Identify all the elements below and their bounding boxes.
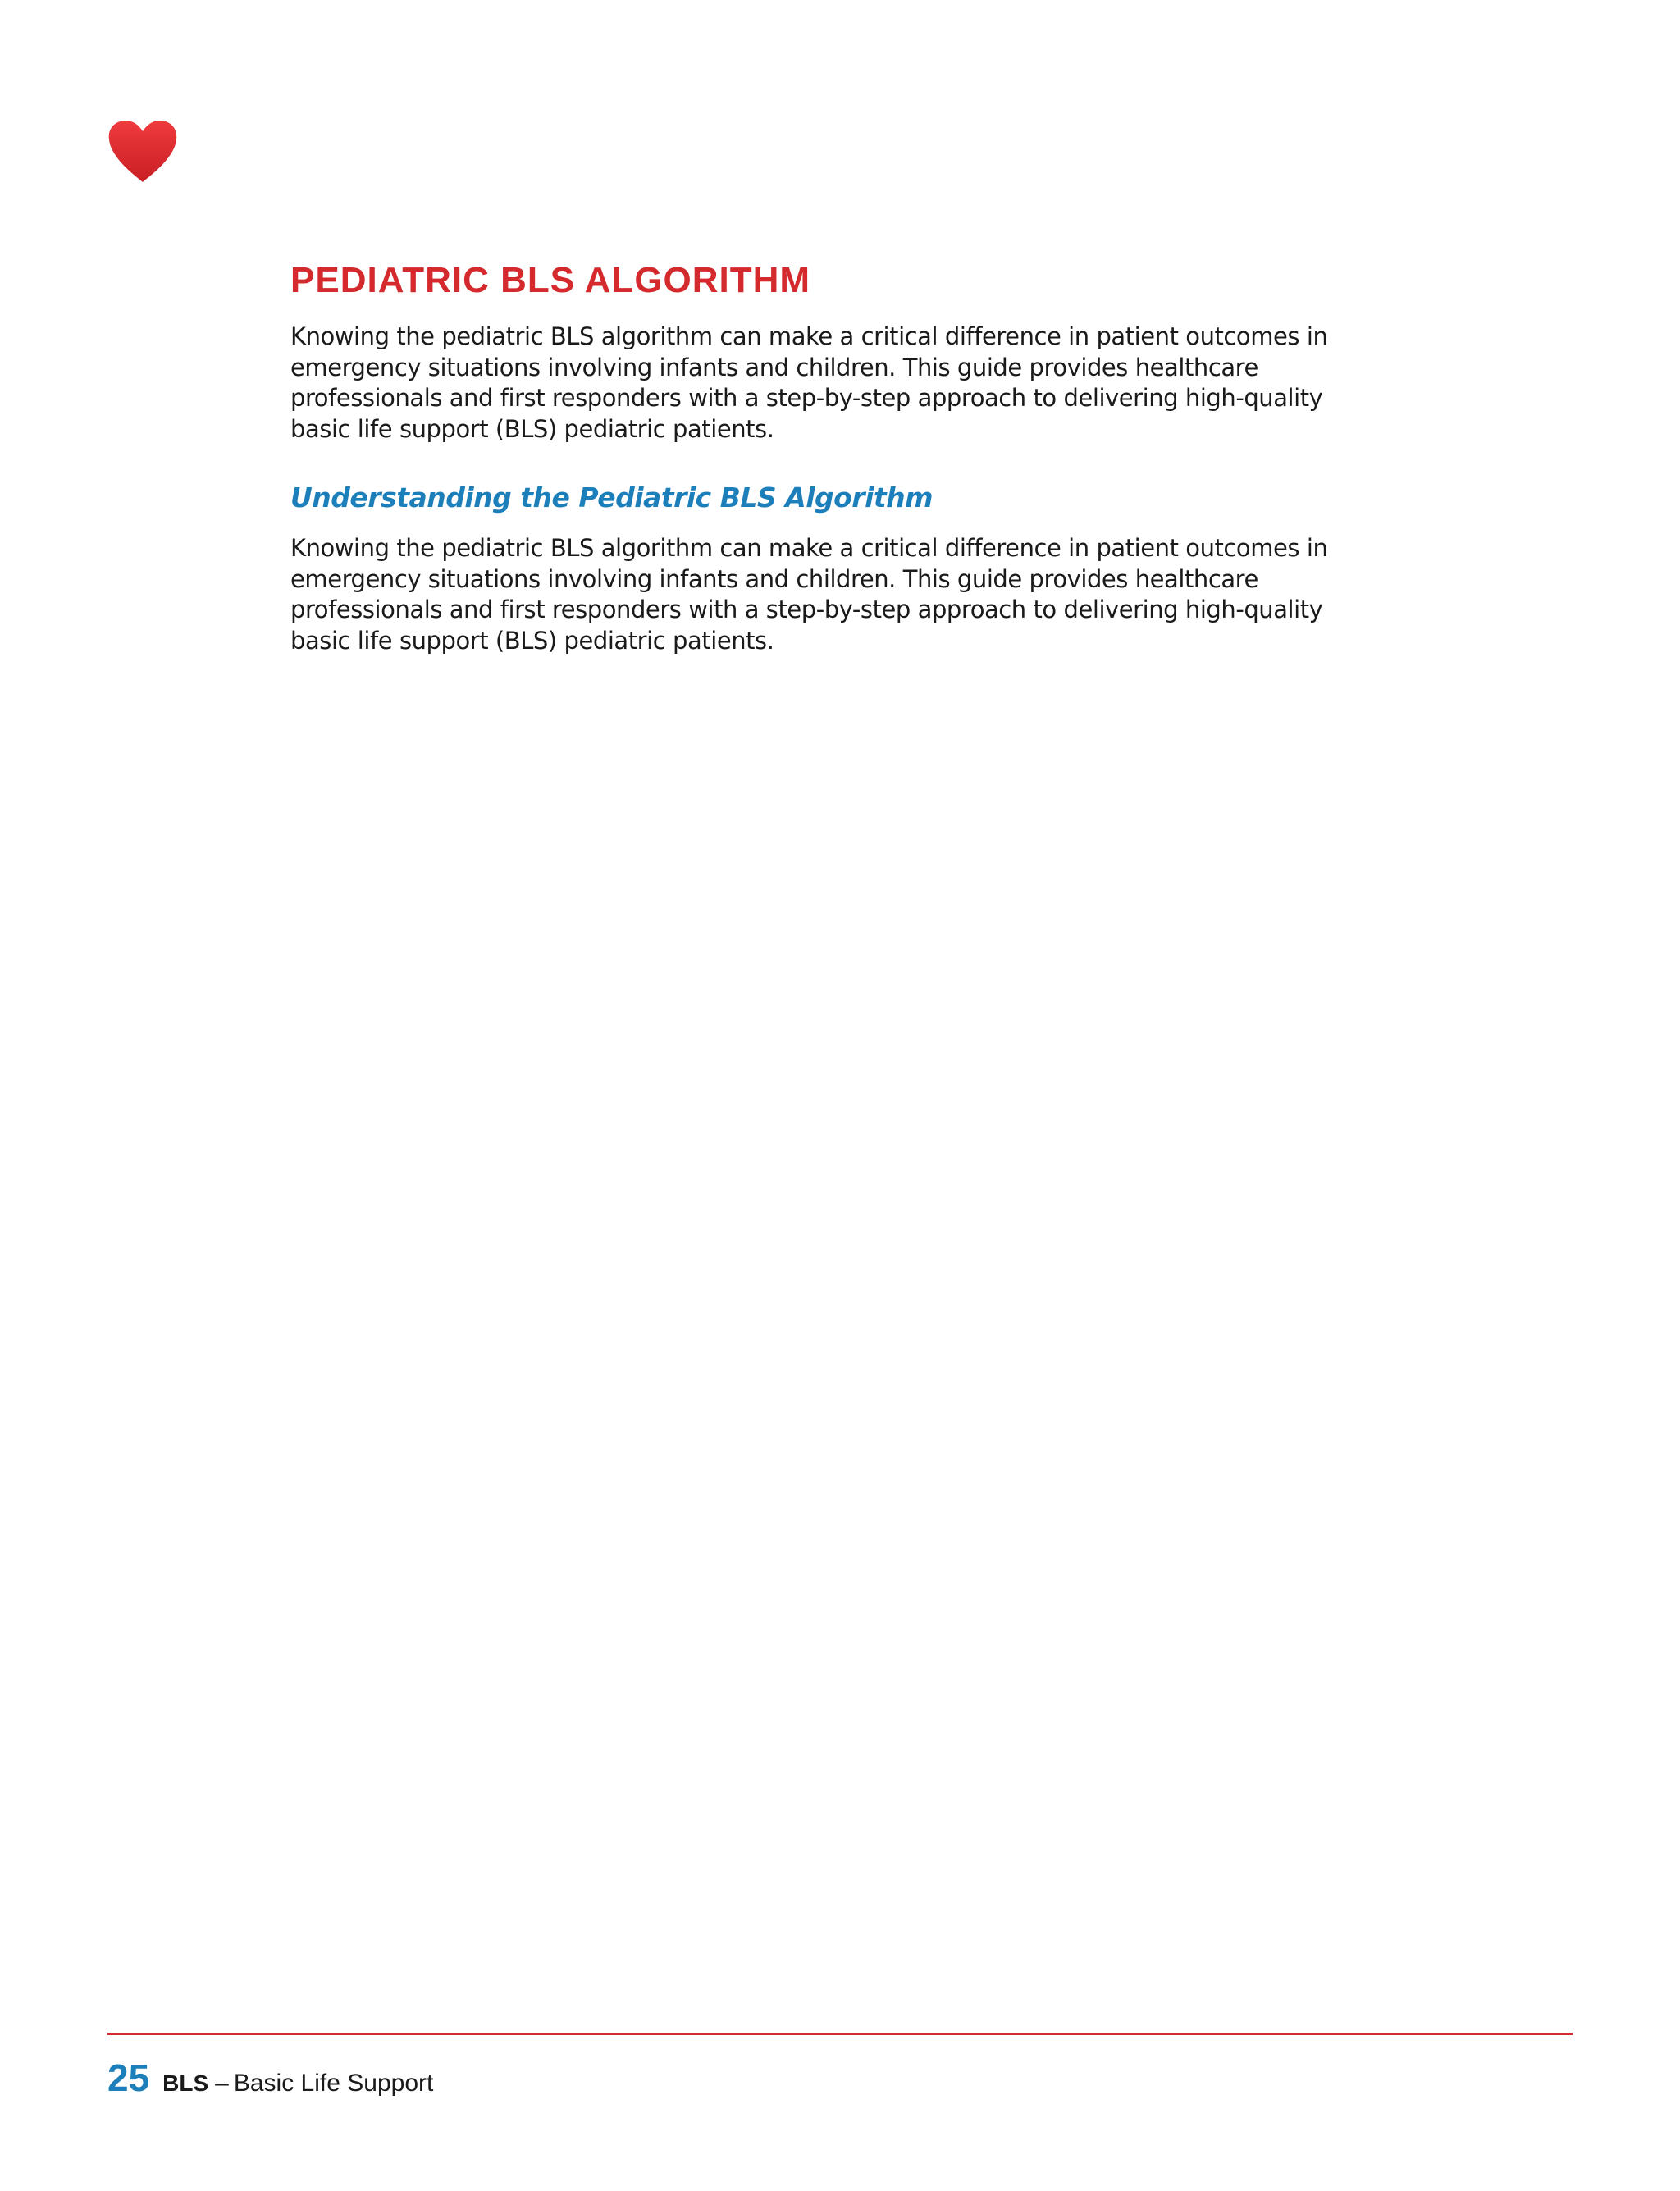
- intro-paragraph: Knowing the pediatric BLS algorithm can make a critical difference in patient outcomes in emergency situations involving infants and children. This guide provides healthcare professionals and first responders with a step-by-step approach to delivering high-quality basic life support (BLS) pediatric patients.: [290, 322, 1328, 443]
- heart-icon: [107, 120, 178, 184]
- page-footer: [107, 2056, 433, 2105]
- main-content: [290, 256, 1439, 656]
- section-paragraph: Knowing the pediatric BLS algorithm can make a critical difference in patient outcomes in emergency situations involving infants and children. This guide provides healthcare professionals and first responders with a step-by-step approach to delivering high-quality basic life support (BLS) pediatric patients.: [290, 534, 1328, 655]
- page-number: 25: [107, 2056, 150, 2099]
- section-subheading: Understanding the Pediatric BLS Algorithm: [290, 482, 934, 514]
- page-title: PEDIATRIC BLS ALGORITHM: [290, 260, 811, 300]
- footer-divider: [107, 2033, 1573, 2035]
- footer-label: Basic Life Support: [233, 2070, 434, 2097]
- footer-abbreviation: BLS: [162, 2070, 209, 2096]
- footer-separator: –: [215, 2070, 229, 2097]
